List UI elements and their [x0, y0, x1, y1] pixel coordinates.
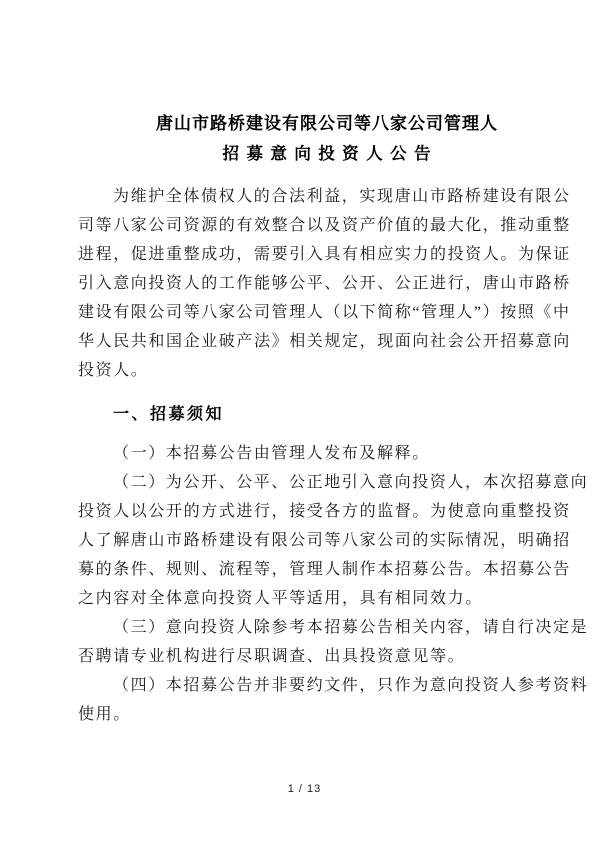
text-line: 使用。 [78, 706, 131, 723]
text-line: 投资人。 [78, 362, 149, 379]
page-number: 1 / 13 [287, 783, 322, 795]
text-line: （三）意向投资人除参考本招募公告相关内容，请自行决定是 [113, 619, 589, 636]
text-line: （四）本招募公告并非要约文件，只作为意向投资人参考资料 [113, 677, 589, 694]
text-line: 为维护全体债权人的合法利益，实现唐山市路桥建设有限公 [113, 188, 571, 205]
text-line: 之内容对全体意向投资人平等适用，具有相同效力。 [78, 590, 483, 607]
text-line: 司等八家公司资源的有效整合以及资产价值的最大化，推动重整 [78, 217, 571, 234]
text-line: 引入意向投资人的工作能够公平、公开、公正进行，唐山市路桥 [78, 275, 571, 292]
section-heading-recruitment-notice: 一、招募须知 [113, 406, 225, 423]
text-line: 人了解唐山市路桥建设有限公司等八家公司的实际情况，明确招 [78, 532, 571, 549]
section-item-4 [78, 671, 589, 729]
text-line: （一）本招募公告由管理人发布及解释。 [113, 445, 430, 462]
section-item-2 [78, 468, 589, 613]
document-title-line-2: 招募意向投资人公告 [222, 145, 438, 163]
text-line: 投资人以公开的方式进行，接受各方的监督。为使意向重整投资 [78, 503, 571, 520]
section-item-3 [78, 613, 589, 671]
section-item-1 [78, 439, 575, 468]
document-content [78, 112, 589, 729]
document-title-line-1: 唐山市路桥建设有限公司等八家公司管理人 [156, 114, 498, 133]
text-line: 建设有限公司等八家公司管理人（以下简称“管理人”）按照《中 [78, 304, 571, 321]
text-line: 华人民共和国企业破产法》相关规定，现面向社会公开招募意向 [78, 333, 571, 350]
text-line: 进程，促进重整成功，需要引入具有相应实力的投资人。为保证 [78, 246, 571, 263]
text-line: 募的条件、规则、流程等，管理人制作本招募公告。本招募公告 [78, 561, 571, 578]
text-line: 否聘请专业机构进行尽职调查、出具投资意见等。 [78, 648, 466, 665]
text-line: （二）为公开、公平、公正地引入意向投资人，本次招募意向 [113, 474, 589, 491]
intro-paragraph [78, 182, 575, 385]
